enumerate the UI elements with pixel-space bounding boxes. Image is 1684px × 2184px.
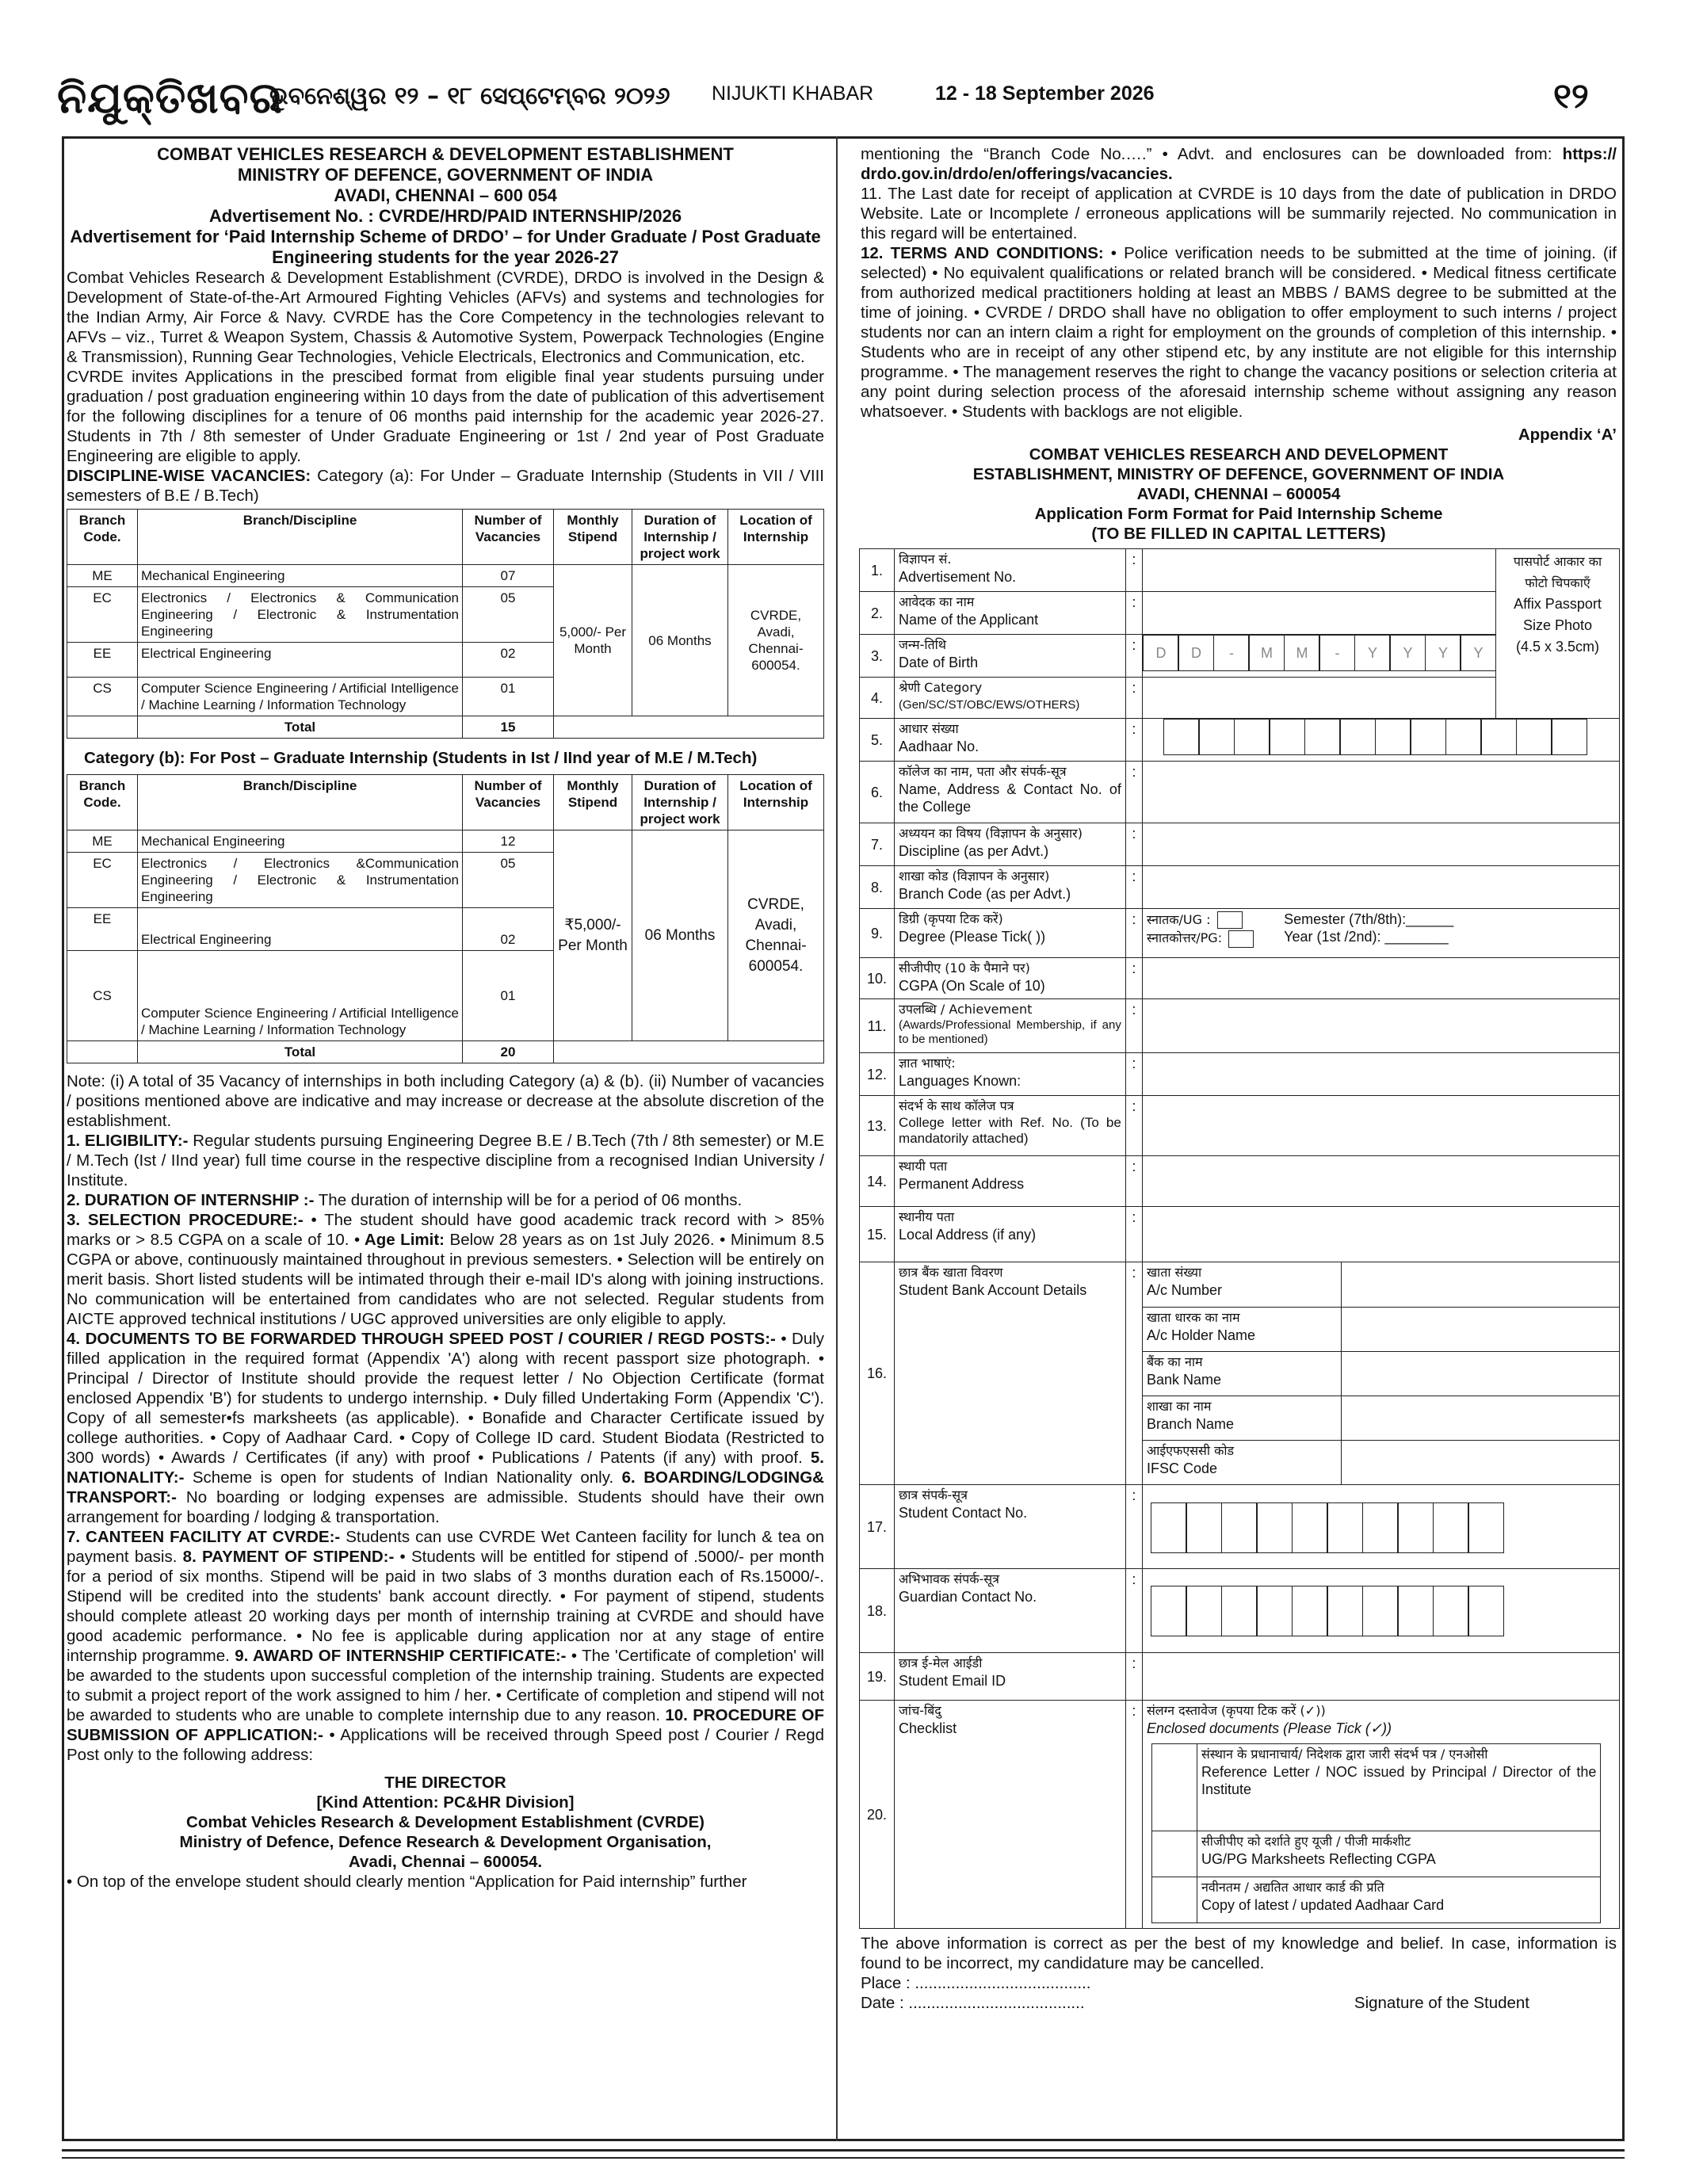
envelope-instruction: • On top of the envelope student should clearly mention “Application for Paid internship” further	[67, 1873, 747, 1891]
form-row-6: 6. कॉलेज का नाम, पता और संपर्क-सूत्र Name, Address & Contact No. of the College :	[860, 762, 1620, 823]
advertisement-number: Advertisement No. : CVRDE/HRD/PAID INTERNSHIP/2026	[208, 206, 682, 226]
form-row-10: 10. सीजीपीए (10 के पैमाने पर) CGPA (On Scale of 10) :	[860, 958, 1620, 999]
permanent-address-field[interactable]	[1142, 1156, 1619, 1207]
form-row-8: 8. शाखा कोड (विज्ञापन के अनुसार) Branch Code (as per Advt.) :	[860, 866, 1620, 909]
student-contact-field[interactable]	[1142, 1485, 1619, 1569]
form-row-7: 7. अध्ययन का विषय (विज्ञापन के अनुसार) Discipline (as per Advt.) :	[860, 823, 1620, 866]
pg-checkbox[interactable]	[1228, 930, 1254, 948]
aadhaar-boxes	[1163, 719, 1619, 755]
table-row: EC Electronics / Electronics & Communication Engineering / Electronic & Instrumentation Engineering 05	[67, 587, 824, 643]
bottom-rule	[62, 2149, 1625, 2152]
languages-field[interactable]	[1142, 1053, 1619, 1096]
form-row-12: 12. ज्ञात भाषाएं: Languages Known: :	[860, 1053, 1620, 1096]
checklist-box-3[interactable]	[1151, 1877, 1197, 1923]
table-total-row: Total 15	[67, 716, 824, 739]
form-heading-1: COMBAT VEHICLES RESEARCH AND DEVELOPMENT	[1029, 445, 1449, 464]
table-row: EE Electrical Engineering 02	[67, 643, 824, 678]
guardian-contact-field[interactable]	[1142, 1569, 1619, 1653]
branch-code-field[interactable]	[1142, 866, 1619, 909]
section-selection: 3. SELECTION PROCEDURE:- • The student should have good academic track record with > 85% marks or > 8.5 CGPA on a scale of 10. • Age Limit: Below 28 years as on 1st July 2026. • Minimum 8.5 CGPA or above, continuously maintained throughout in previous semesters. • Selection will be entirely on merit basis. Short listed students will be intimated through their e-mail ID's along with joining instructions. No communication will be entertained from candidates who are not selected. Regular students from AICTE approved technical institutions / UGC approved universities are only eligible to apply.	[67, 1211, 825, 1328]
table-row: CS Computer Science Engineering / Artificial Intelligence / Machine Learning / Information Technology 01	[67, 951, 824, 1041]
section-canteen: 7. CANTEEN FACILITY AT CVRDE:- Students can use CVRDE Wet Canteen facility for lunch & tea on payment basis. 8. PAYMENT OF STIPEND:- • Students will be entitled for stipend of .5000/- per month for a period of six months. Stipend will be paid in two slabs of 3 months duration each of Rs.15000/-. Stipend will be credited into the students' bank account directly. • For payment of stipend, students should complete atleast 20 working days per month of internship training at CVRDE and should have good academic performance. • No fee is applicable during application nor at any stage of entire internship programme. 9. AWARD OF INTERNSHIP CERTIFICATE:- • The 'Certificate of completion' will be awarded to the students upon successful completion of the internship training. Students are expected to submit a project report of the work assigned to him / her. • Certificate of completion and stipend will not be awarded to students who are unable to complete internship due to any reason. 10. PROCEDURE OF SUBMISSION OF APPLICATION:- • Applications will be received through Speed post / Courier / Regd Post only to the following address:	[67, 1528, 825, 1764]
org-line-2: MINISTRY OF DEFENCE, GOVERNMENT OF INDIA	[237, 165, 654, 185]
dob-field[interactable]	[1142, 635, 1495, 678]
signature-label: Signature of the Student	[1354, 1994, 1529, 2012]
aadhaar-field[interactable]	[1142, 719, 1619, 762]
college-field[interactable]	[1142, 762, 1619, 823]
form-row-13: 13. संदर्भ के साथ कॉलेज पत्र College letter with Ref. No. (To be mandatorily attached) :	[860, 1096, 1620, 1156]
masthead-odia-date: ଭୁବନେଶ୍ୱର ୧୨ – ୧୮ ସେପ୍ଟେମ୍ବର ୨୦୨୬	[269, 82, 670, 110]
intro-paragraph-1: Combat Vehicles Research & Development Establishment (CVRDE), DRDO is involved in the Design & Development of State-of-the-Art Armoured Fighting Vehicles (AFVs) and systems and technologies for the Indian Army, Air Force & Navy. CVRDE has the Core Competency in the technologies relevant to AFVs – viz., Turret & Weapon System, Chassis & Automotive System, Powerpack Technologies (Engine & Transmission), Running Gear Technologies, Vehicle Electricals, Electronics and Communication, etc.	[67, 269, 824, 366]
discipline-field[interactable]	[1142, 823, 1619, 866]
org-line-3: AVADI, CHENNAI – 600 054	[334, 185, 557, 205]
applicant-name-field[interactable]	[1142, 592, 1495, 635]
masthead-logo: ନିଯୁକ୍ତିଖବର	[57, 73, 283, 123]
checklist-box-2[interactable]	[1151, 1831, 1197, 1877]
bank-details: खाता संख्या A/c Number खाता धारक का नाम A/c Holder Name बैंक का नाम Bank Name शाखा का नाम Branch Name आईएफएससी कोड IFSC Code	[1142, 1262, 1619, 1485]
advertisement-title: Advertisement for ‘Paid Internship Scheme of DRDO’ – for Under Graduate / Post Graduate Engineering students for the year 2026-27	[70, 227, 821, 267]
declaration: The above information is correct as per the best of my knowledge and belief. In case, information is found to be incorrect, my candidature may be cancelled.	[861, 1934, 1617, 1972]
form-row-16: 16. छात्र बैंक खाता विवरण Student Bank Account Details : खाता संख्या A/c Number खाता धारक का नाम A/c Holder Name बैंक का नाम Bank Name शाखा का नाम Branch Name आईएफएससी कोड IFSC Code	[860, 1262, 1620, 1485]
form-heading-2: ESTABLISHMENT, MINISTRY OF DEFENCE, GOVERNMENT OF INDIA	[972, 465, 1505, 483]
table-row: EE Electrical Engineering 02	[67, 908, 824, 951]
bottom-rule-thin	[62, 2157, 1625, 2159]
checklist: संलग्न दस्तावेज (कृपया टिक करें (✓)) Enclosed documents (Please Tick (✓)) संस्थान के प्रधानाचार्य/ निदेशक द्वारा जारी संदर्भ पत्र / एनओसी Reference Letter / NOC issued by Principal / Director of the Institute सीजीपीए को दर्शाते हुए यूजी / पीजी मार्कशीट UG/PG Marksheets Reflecting CGPA नवीनतम / अद्यतित आधार कार्ड की प्रति Copy of latest / updated Aadhaar Card	[1142, 1701, 1619, 1929]
address-block: THE DIRECTOR [Kind Attention: PC&HR Division] Combat Vehicles Research & Development Establishment (CVRDE) Ministry of Defence, Defence Research & Development Organisation, Avadi, Chennai – 600054.	[179, 1774, 712, 1871]
column-divider	[836, 136, 838, 2141]
checklist-box-1[interactable]	[1151, 1744, 1197, 1831]
section-eligibility: 1. ELIGIBILITY:- Regular students pursuing Engineering Degree B.E / B.Tech (7th / 8th semester) or M.E / M.Tech (Ist / IInd year) full time course in the respective discipline from a recognised Indian University / Institute.	[67, 1132, 824, 1189]
form-row-14: 14. स्थायी पता Permanent Address :	[860, 1156, 1620, 1207]
form-row-9: 9. डिग्री (कृपया टिक करें) Degree (Please Tick( )) : स्नातक/UG : स्नातकोत्तर/PG: Semester (7th/8th):______ Year (1st /2nd): ________	[860, 909, 1620, 958]
download-note: mentioning the “Branch Code No.….” • Advt. and enclosures can be downloaded from: https:// drdo.gov.in/drdo/en/offerings/vacancies.	[861, 145, 1617, 183]
appendix-label: Appendix ‘A’	[1518, 426, 1617, 444]
account-number-field[interactable]	[1341, 1262, 1619, 1307]
form-row-5: 5. आधार संख्या Aadhaar No. :	[860, 719, 1620, 762]
date-line: Date : ....................................... Signature of the Student	[861, 1994, 1529, 2012]
section-last-date: 11. The Last date for receipt of application at CVRDE is 10 days from the date of publication in DRDO Website. Late or Incomplete / erroneous applications will be summarily rejected. No communication in this regard will be entertained.	[861, 185, 1617, 242]
section-duration: 2. DURATION OF INTERNSHIP :- The duration of internship will be for a period of 06 months.	[67, 1191, 743, 1209]
form-row-1: 1. विज्ञापन सं. Advertisement No. : पासपोर्ट आकार का फोटो चिपकाएँ Affix Passport Size Photo (4.5 x 3.5cm)	[860, 549, 1620, 592]
section-terms: 12. TERMS AND CONDITIONS: • Police verification needs to be submitted at the time of joining. (if selected) • No equivalent qualifications or related branch will be considered. • Medical fitness certificate from authorized medical practitioners holding at least an MBBS / BAMS degree to be submitted at the time of joining. • CVRDE / DRDO shall have no obligation to offer employment to such interns / project students nor can an intern claim a right for employment on the grounds of completion of this internship. • Students who are in receipt of any other stipend etc, by any institute are not eligible for this internship programme. • The management reserves the right to change the vacancy positions or selection criteria at any point during selection process of the aforesaid internship scheme without assigning any reason whatsoever. • Students with backlogs are not eligible.	[861, 244, 1617, 421]
table-header: Branch Code. Branch/Discipline Number of Vacancies Monthly Stipend Duration of Internship / project work Location of Internship	[67, 775, 824, 830]
form-row-3: 3. जन्म-तिथि Date of Birth : D D - M M - Y Y Y Y	[860, 635, 1620, 678]
table-total-row: Total 20	[67, 1041, 824, 1063]
masthead-name: NIJUKTI KHABAR	[712, 82, 874, 105]
degree-field: स्नातक/UG : स्नातकोत्तर/PG: Semester (7th/8th):______ Year (1st /2nd): ________	[1142, 909, 1619, 958]
discipline-heading: DISCIPLINE-WISE VACANCIES: Category (a): For Under – Graduate Internship (Students in VII / VIII semesters of B.E / B.Tech)	[67, 467, 824, 505]
ug-checkbox[interactable]	[1217, 911, 1243, 929]
place-line[interactable]: Place : .......................................	[861, 1974, 1091, 1992]
table-header: Branch Code. Branch/Discipline Number of Vacancies Monthly Stipend Duration of Internship / project work Location of Internship	[67, 510, 824, 565]
right-column	[861, 144, 1617, 2013]
note: Note: (i) A total of 35 Vacancy of internships in both including Category (a) & (b). (ii) Number of vacancies / positions mentioned above are indicative and may increase or decrease at the absolute discretion of the establishment.	[67, 1072, 824, 1130]
form-row-20: 20. जांच-बिंदु Checklist : संलग्न दस्तावेज (कृपया टिक करें (✓)) Enclosed documents (Please Tick (✓)) संस्थान के प्रधानाचार्य/ निदेशक द्वारा जारी संदर्भ पत्र / एनओसी Reference Letter / NOC issued by Principal / Director of the Institute सीजीपीए को दर्शाते हुए यूजी / पीजी मार्कशीट UG/PG Marksheets Reflecting CGPA नवीनतम / अद्यतित आधार कार्ड की प्रति Copy of latest / updated Aadhaar Card	[860, 1701, 1620, 1929]
vacancy-table-b	[67, 774, 824, 1063]
vacancy-table-a	[67, 509, 824, 739]
ifsc-field[interactable]	[1341, 1440, 1619, 1484]
masthead	[0, 0, 1684, 135]
form-row-17: 17. छात्र संपर्क-सूत्र Student Contact No. :	[860, 1485, 1620, 1569]
category-field[interactable]	[1142, 678, 1495, 719]
left-column	[67, 144, 824, 1892]
form-heading-5: (TO BE FILLED IN CAPITAL LETTERS)	[1091, 525, 1386, 543]
masthead-date: 12 - 18 September 2026	[935, 82, 1155, 105]
form-row-19: 19. छात्र ई-मेल आईडी Student Email ID :	[860, 1653, 1620, 1701]
achievement-field[interactable]	[1142, 999, 1619, 1053]
page-number: ୧୨	[1553, 76, 1589, 116]
form-row-11: 11. उपलब्धि / Achievement (Awards/Professional Membership, if any to be mentioned) :	[860, 999, 1620, 1053]
form-heading-4: Application Form Format for Paid Internship Scheme	[1034, 505, 1443, 523]
application-form	[859, 548, 1620, 1929]
table-row: ME Mechanical Engineering 07 5,000/- Per Month 06 Months CVRDE, Avadi, Chennai- 600054.	[67, 565, 824, 587]
table-row: EC Electronics / Electronics &Communication Engineering / Electronic & Instrumentation Engineering 05	[67, 853, 824, 908]
holder-name-field[interactable]	[1341, 1307, 1619, 1351]
photo-box[interactable]: पासपोर्ट आकार का फोटो चिपकाएँ Affix Passport Size Photo (4.5 x 3.5cm)	[1495, 549, 1619, 719]
intro-paragraph-2: CVRDE invites Applications in the prescibed format from eligible final year students pursuing under graduation / post graduation engineering within 10 days from the date of publication of this advertisement for the following disciplines for a tenure of 06 months paid internship for the academic year 2026-27. Students in 7th / 8th semester of Under Graduate Engineering or 1st / 2nd year of Post Graduate Engineering are eligible to apply.	[67, 368, 824, 465]
local-address-field[interactable]	[1142, 1207, 1619, 1262]
college-letter-field[interactable]	[1142, 1096, 1619, 1156]
form-row-4: 4. श्रेणी Category (Gen/SC/ST/OBC/EWS/OTHERS) :	[860, 678, 1620, 719]
form-row-18: 18. अभिभावक संपर्क-सूत्र Guardian Contact No. :	[860, 1569, 1620, 1653]
table-row: CS Computer Science Engineering / Artificial Intelligence / Machine Learning / Information Technology 01	[67, 678, 824, 716]
advertisement-no-field[interactable]	[1142, 549, 1495, 592]
email-field[interactable]	[1142, 1653, 1619, 1701]
dob-boxes: D D - M M - Y Y Y Y	[1143, 635, 1495, 671]
cgpa-field[interactable]	[1142, 958, 1619, 999]
category-b-heading: Category (b): For Post – Graduate Internship (Students in Ist / IInd year of M.E / M.Tech)	[84, 749, 758, 767]
download-link[interactable]: https:// drdo.gov.in/drdo/en/offerings/vacancies.	[861, 145, 1617, 183]
branch-name-field[interactable]	[1341, 1396, 1619, 1440]
table-row: ME Mechanical Engineering 12 ₹5,000/- Per Month 06 Months CVRDE, Avadi, Chennai- 600054.	[67, 830, 824, 853]
bank-name-field[interactable]	[1341, 1351, 1619, 1396]
section-documents: 4. DOCUMENTS TO BE FORWARDED THROUGH SPEED POST / COURIER / REGD POSTS:- • Duly filled application in the required format (Appendix 'A') along with recent passport size photograph. • Principal / Director of Institute should provide the request letter / No Objection Certificate (format enclosed Appendix 'B') for students to undergo internship. • Duly filled Undertaking Form (Appendix 'C'). Copy of all semester•fs marksheets (as applicable). • Bonafide and Character Certificate issued by college authorities. • Copy of Aadhaar Card. • Copy of College ID card. Student Biodata (Restricted to 300 words) • Awards / Certificates (if any) with proof • Publications / Patents (if any) with proof. 5. NATIONALITY:- Scheme is open for students of Indian Nationality only. 6. BOARDING/LODGING& TRANSPORT:- No boarding or lodging expenses are admissible. Students should have their own arrangement for boarding / lodging & transportation.	[67, 1330, 824, 1526]
form-row-15: 15. स्थानीय पता Local Address (if any) :	[860, 1207, 1620, 1262]
form-heading-3: AVADI, CHENNAI – 600054	[1136, 485, 1341, 503]
org-line-1: COMBAT VEHICLES RESEARCH & DEVELOPMENT ESTABLISHMENT	[157, 144, 734, 164]
form-row-2: 2. आवेदक का नाम Name of the Applicant :	[860, 592, 1620, 635]
